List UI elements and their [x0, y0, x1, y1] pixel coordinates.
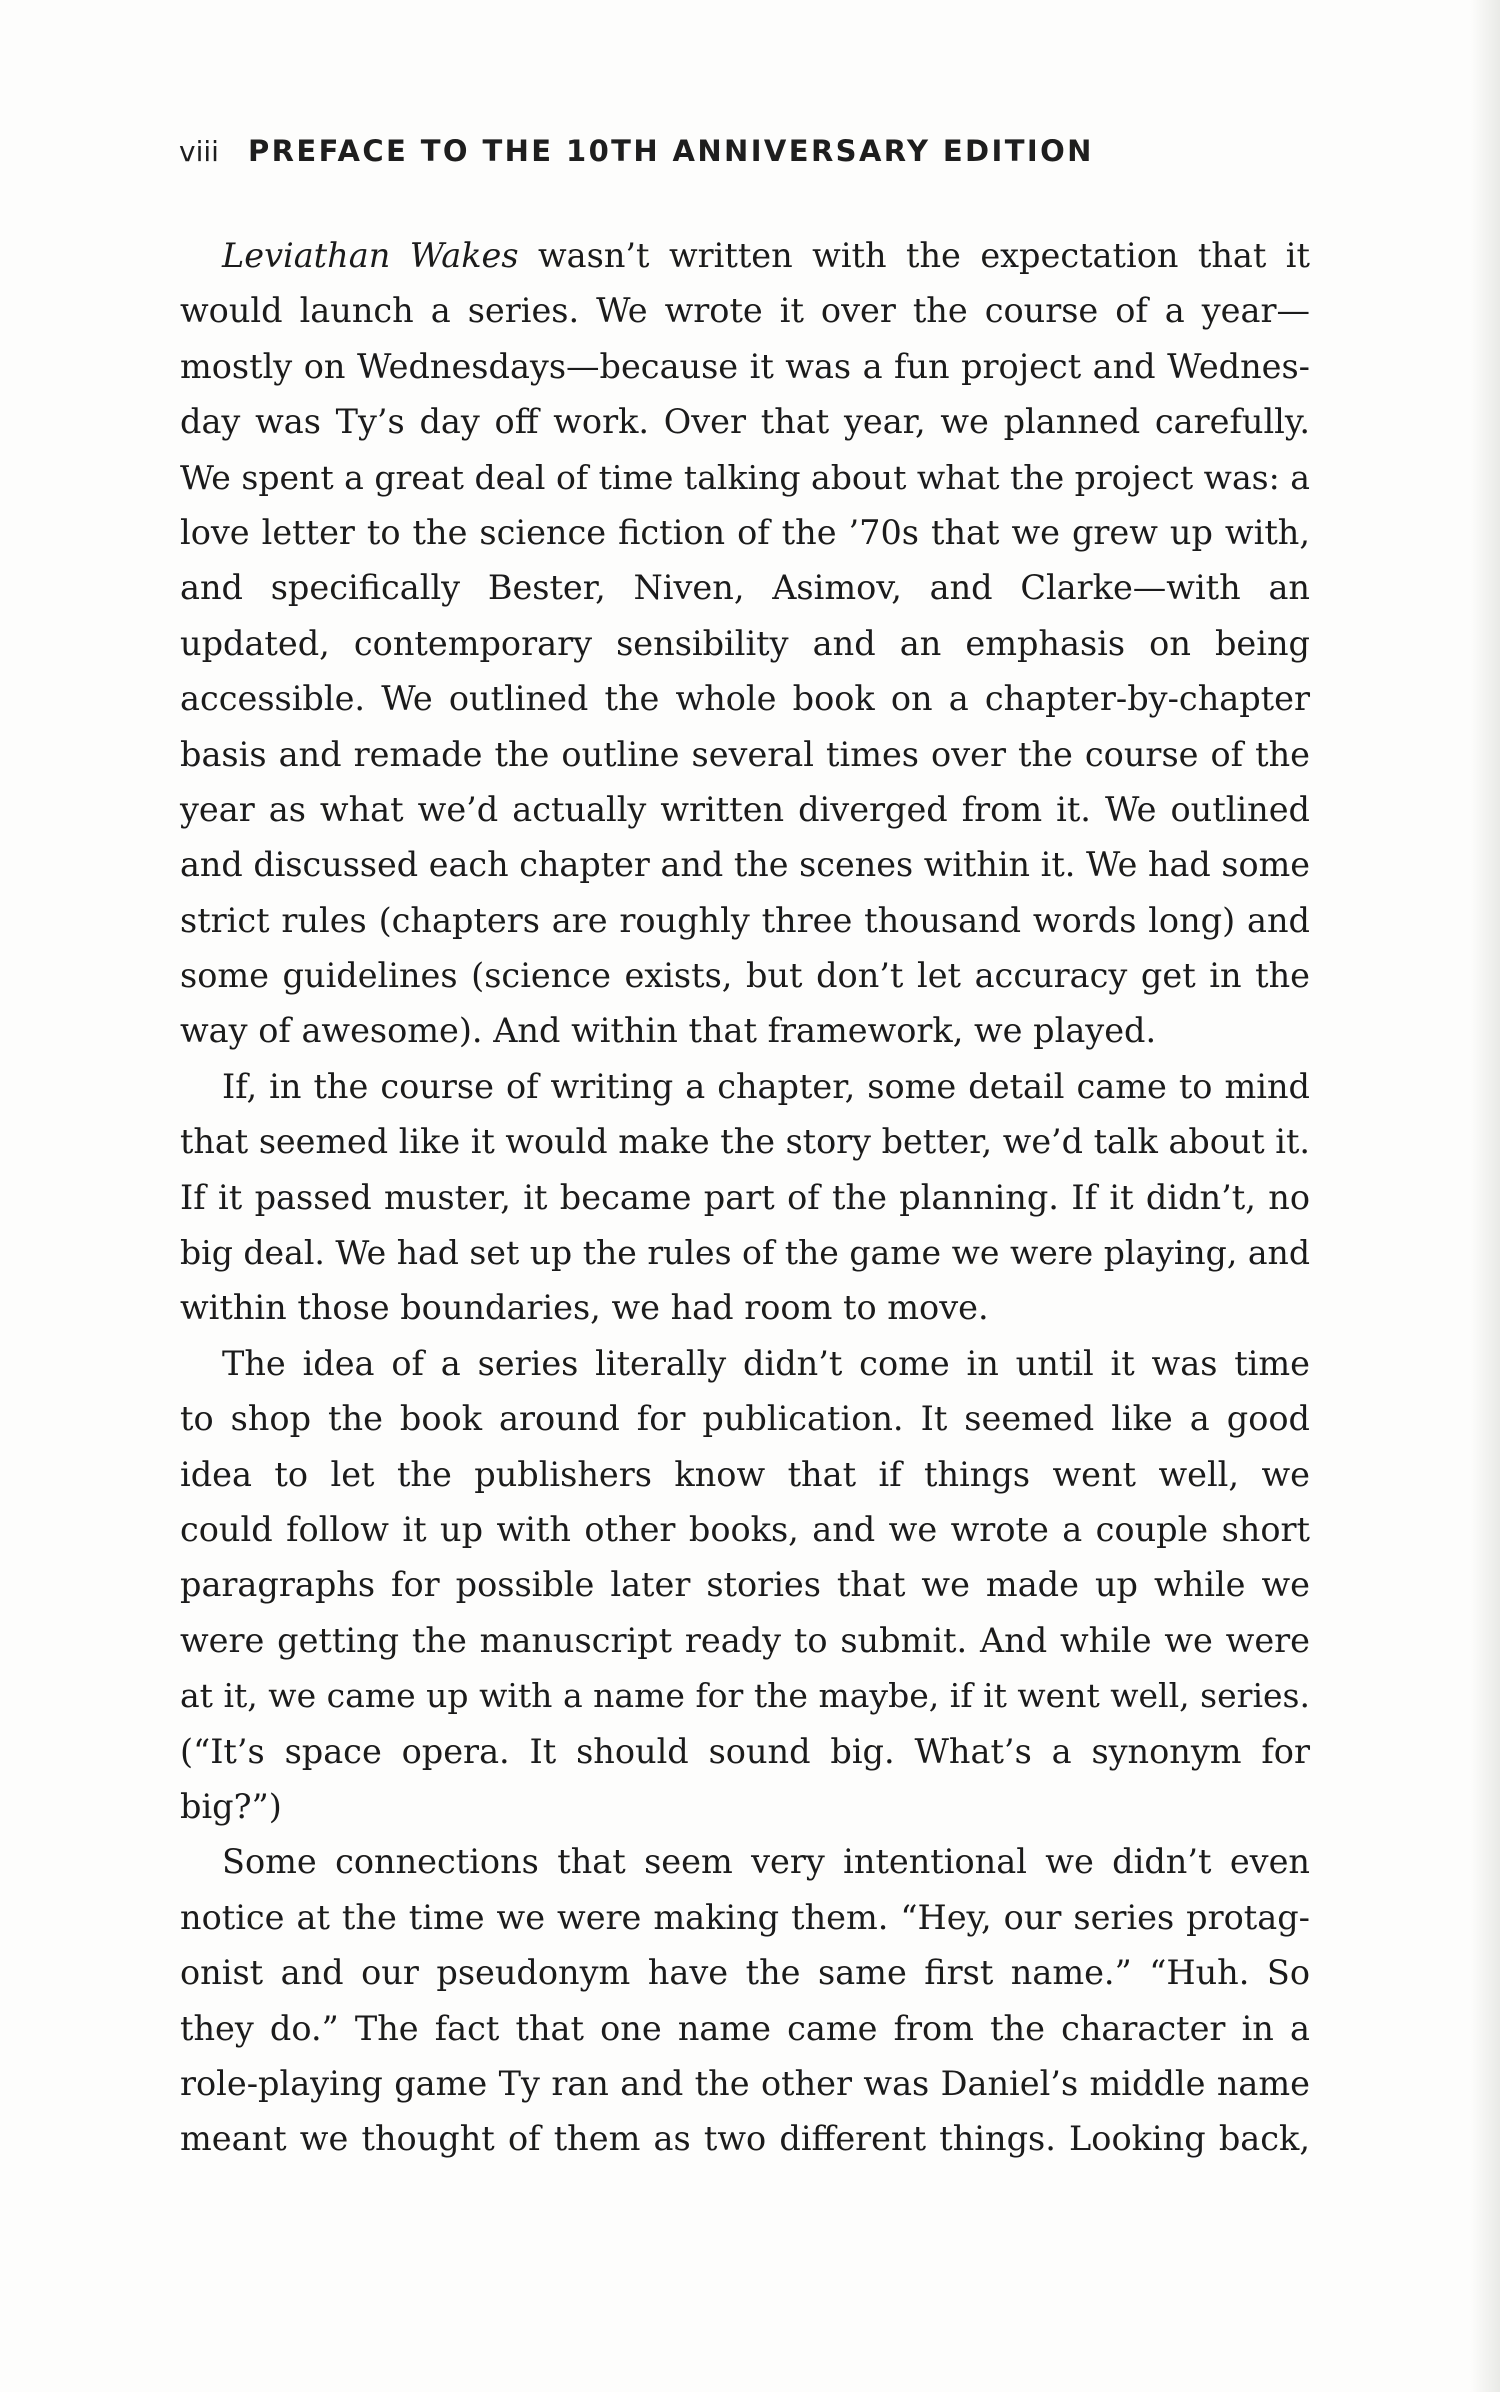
body-text: [180, 228, 1310, 2167]
text-line: If it passed muster, it became part of the planning. If it didn’t, no: [180, 1177, 1310, 1217]
running-head: [179, 134, 1094, 168]
text-line: meant we thought of them as two different things. Looking back,: [180, 2119, 1310, 2159]
text-line: day was Ty’s day off work. Over that year, we planned carefully.: [180, 402, 1310, 442]
text-line: and discussed each chapter and the scenes within it. We had some: [180, 845, 1310, 885]
text-line: to shop the book around for publication. It seemed like a good: [180, 1399, 1310, 1439]
text-line: updated, contemporary sensibility and an emphasis on being: [180, 623, 1310, 663]
text-line: big?”): [180, 1786, 282, 1826]
text-line: idea to let the publishers know that if things went well, we: [180, 1454, 1310, 1494]
text-line: big deal. We had set up the rules of the game we were playing, and: [180, 1233, 1310, 1273]
text-line: year as what we’d actually written diverged from it. We outlined: [180, 789, 1310, 829]
page-edge-shadow: [1470, 0, 1500, 2392]
text-line: accessible. We outlined the whole book on a chapter-by-chapter: [180, 679, 1310, 719]
book-title: Leviathan Wakes: [222, 236, 519, 275]
text-line: Leviathan Wakes wasn’t written with the expectation that it: [222, 236, 1310, 275]
text-line: (“It’s space opera. It should sound big. What’s a synonym for: [180, 1731, 1310, 1771]
text-line: basis and remade the outline several times over the course of the: [180, 734, 1310, 774]
text-line: role-playing game Ty ran and the other was Daniel’s middle name: [180, 2063, 1310, 2103]
text-line: could follow it up with other books, and we wrote a couple short: [180, 1509, 1310, 1549]
text-line: strict rules (chapters are roughly three thousand words long) and: [180, 900, 1310, 940]
text-line: some guidelines (science exists, but don’t let accuracy get in the: [180, 956, 1310, 996]
text-line: paragraphs for possible later stories that we made up while we: [180, 1565, 1310, 1605]
text-line: onist and our pseudonym have the same first name.” “Huh. So: [180, 1953, 1310, 1993]
text-line: If, in the course of writing a chapter, some detail came to mind: [222, 1066, 1310, 1106]
text-line: at it, we came up with a name for the maybe, if it went well, series.: [180, 1676, 1310, 1716]
text-line: they do.” The fact that one name came from the character in a: [180, 2008, 1310, 2048]
page-number: viii: [179, 135, 219, 168]
text-line: way of awesome). And within that framework, we played.: [180, 1011, 1157, 1051]
text-line: The idea of a series literally didn’t come in until it was time: [222, 1343, 1310, 1383]
text-line: love letter to the science fiction of the ’70s that we grew up with,: [180, 512, 1310, 552]
text-line: notice at the time we were making them. “Hey, our series protag-: [180, 1897, 1310, 1937]
chapter-heading: PREFACE TO THE 10TH ANNIVERSARY EDITION: [248, 134, 1094, 168]
text-line: Some connections that seem very intentional we didn’t even: [222, 1842, 1310, 1882]
text-line: would launch a series. We wrote it over the course of a year—: [180, 291, 1310, 331]
text-line: and specifically Bester, Niven, Asimov, and Clarke—with an: [180, 568, 1310, 608]
text-line: mostly on Wednesdays—because it was a fun project and Wednes-: [180, 346, 1310, 386]
text-line: that seemed like it would make the story better, we’d talk about it.: [180, 1122, 1310, 1162]
text-line: were getting the manuscript ready to submit. And while we were: [180, 1620, 1310, 1660]
text-line: within those boundaries, we had room to move.: [180, 1288, 989, 1328]
text-line: We spent a great deal of time talking about what the project was: a: [180, 457, 1310, 497]
